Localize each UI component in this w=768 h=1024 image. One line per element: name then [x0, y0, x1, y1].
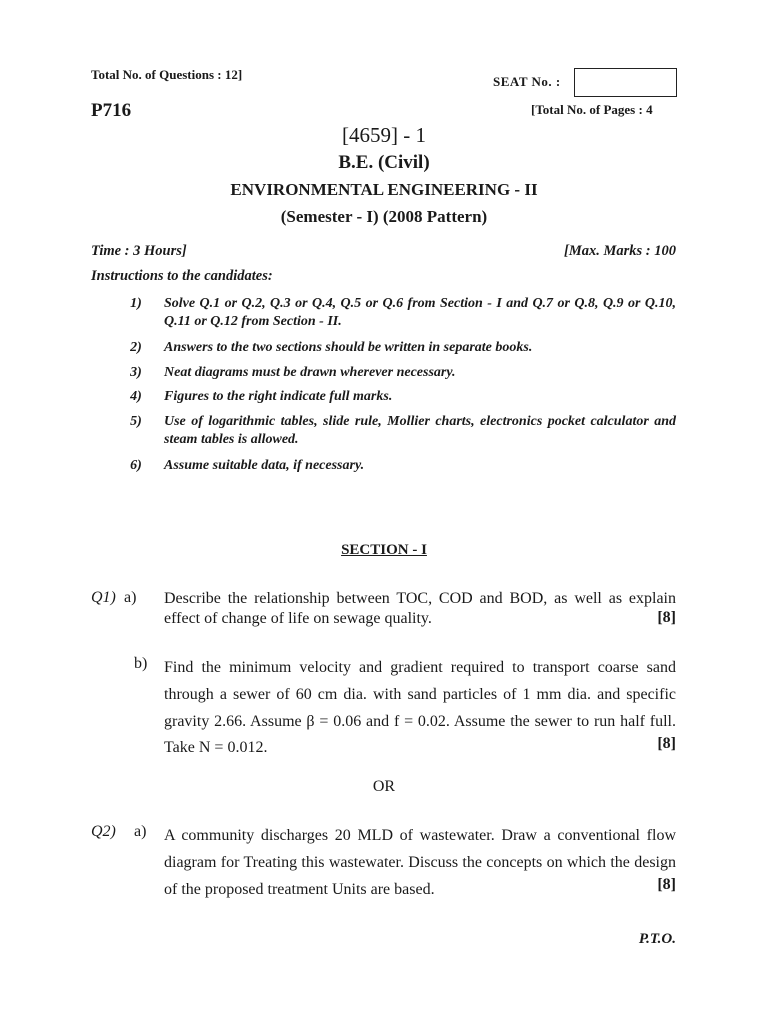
instruction-text: Assume suitable data, if necessary.	[164, 458, 365, 473]
or-separator: OR	[372, 778, 396, 795]
subject: ENVIRONMENTAL ENGINEERING - II	[230, 180, 538, 199]
instructions-heading: Instructions to the candidates:	[91, 268, 273, 284]
instruction-num: 5)	[130, 414, 142, 429]
q1-label: Q1)	[91, 589, 116, 606]
total-questions: Total No. of Questions : 12]	[91, 67, 243, 82]
time-allowed: Time : 3 Hours]	[91, 243, 187, 259]
seat-label: SEAT No. :	[493, 74, 561, 89]
q1b-text: Find the minimum velocity and gradient required to transport coarse sand through a sewer of 60 cm dia. with sand particles of 1 mm dia. and specific gravity 2.66. Assume β = 0.06 and f = 0.02. Assume the sewer to run half full. Take N = 0.012.	[164, 659, 676, 757]
instruction-text: Use of logarithmic tables, slide rule, Mollier charts, electronics pocket calculator and steam tables is allowed.	[164, 414, 676, 447]
q2a-text: A community discharges 20 MLD of wastewater. Draw a conventional flow diagram for Treating this wastewater. Discuss the concepts on which the design of the proposed treatment Units are based.	[164, 827, 676, 898]
question-label	[91, 823, 116, 841]
q2-label: Q2)	[91, 823, 116, 840]
paper-code: P716	[91, 100, 132, 121]
instruction-text: Neat diagrams must be drawn wherever necessary.	[164, 365, 456, 380]
semester: (Semester - I) (2008 Pattern)	[280, 207, 488, 226]
q2a-marks: [8]	[657, 876, 676, 893]
question-label	[91, 589, 116, 607]
instruction-text: Solve Q.1 or Q.2, Q.3 or Q.4, Q.5 or Q.6 from Section - I and Q.7 or Q.8, Q.9 or Q.10, Q.11 or Q.12 from Section - II.	[164, 296, 676, 329]
total-pages: [Total No. of Pages : 4	[531, 102, 653, 117]
degree: B.E. (Civil)	[338, 152, 430, 173]
q1a-text: Describe the relationship between TOC, COD and BOD, as well as explain effect of change of life on sewage quality.	[164, 590, 676, 627]
instruction-num: 1)	[130, 296, 142, 311]
pto: P.T.O.	[638, 931, 676, 947]
q2a-part: a)	[134, 823, 147, 840]
instruction-num: 2)	[130, 340, 142, 355]
instruction-text: Figures to the right indicate full marks.	[164, 389, 393, 404]
section-title: SECTION - I	[341, 542, 427, 558]
instruction-num: 3)	[130, 365, 142, 380]
q1b-marks: [8]	[657, 735, 676, 752]
exam-code: [4659] - 1	[342, 123, 426, 147]
seat-number-box[interactable]	[574, 68, 677, 97]
q1a-marks: [8]	[657, 609, 676, 626]
max-marks: [Max. Marks : 100	[564, 243, 676, 259]
instruction-text: Answers to the two sections should be written in separate books.	[164, 340, 533, 355]
instruction-num: 6)	[130, 458, 142, 473]
instruction-num: 4)	[130, 389, 142, 404]
q1a-part: a)	[124, 589, 137, 606]
q1b-part: b)	[134, 655, 148, 672]
